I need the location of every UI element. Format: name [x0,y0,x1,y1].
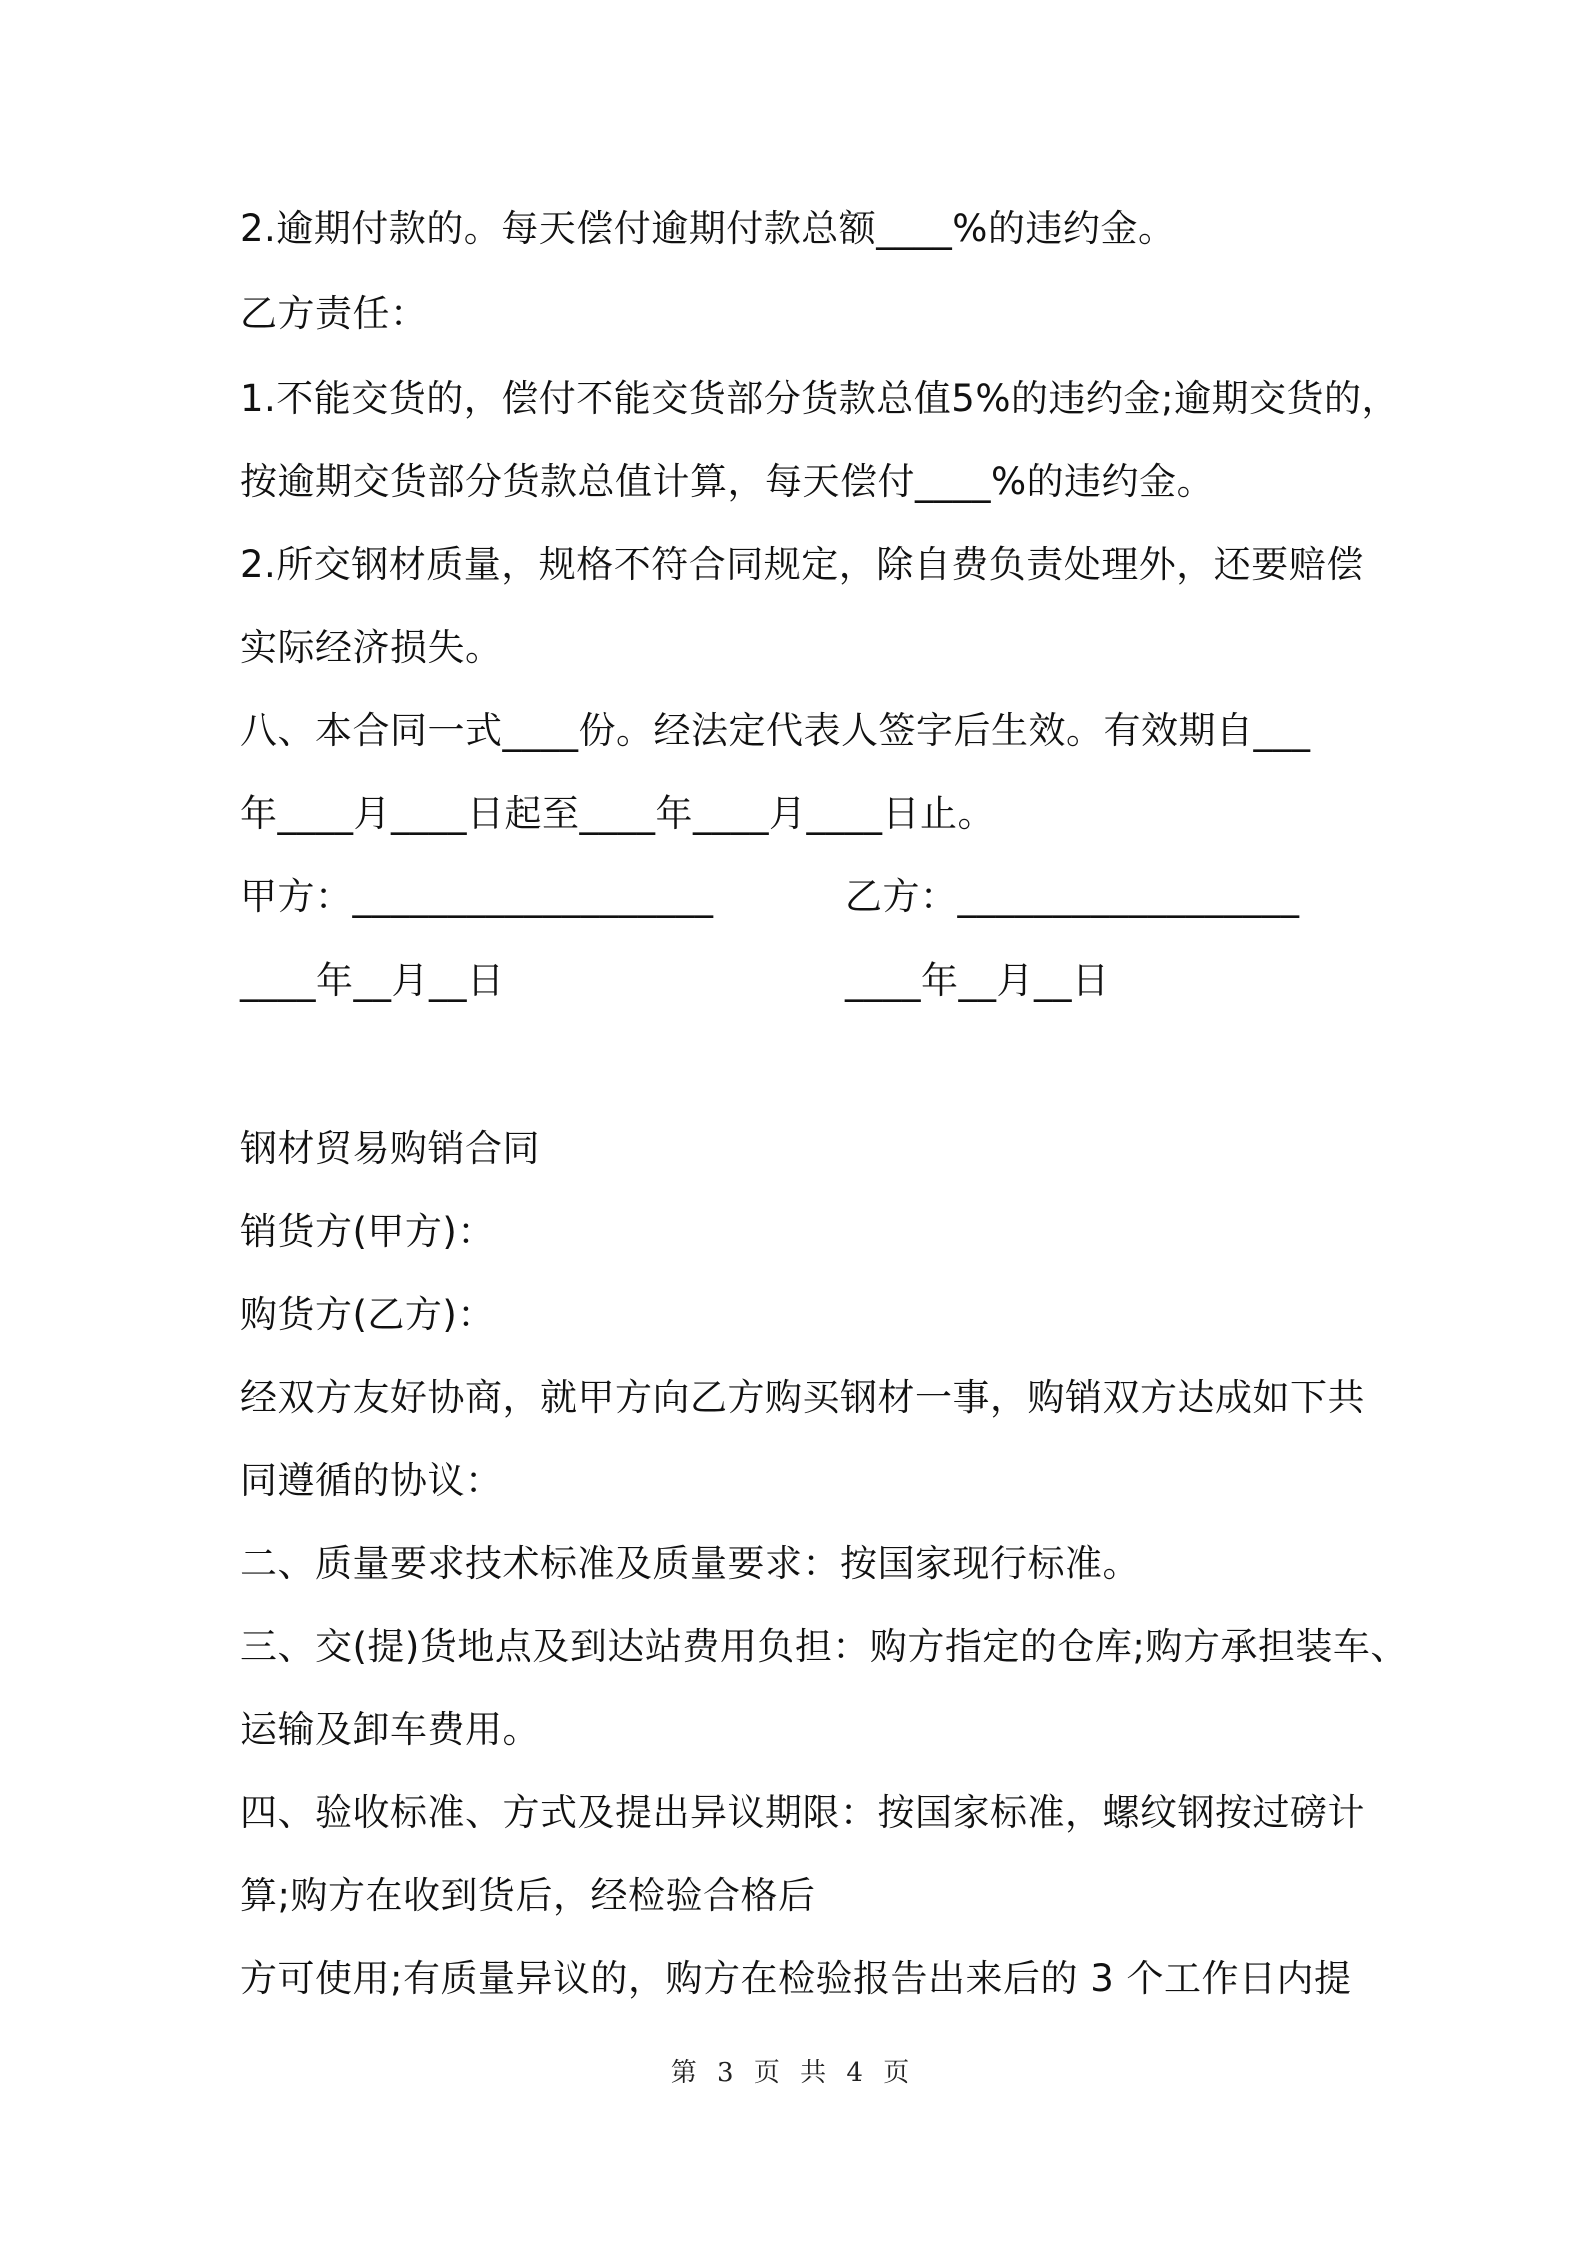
clause-line: 2.所交钢材质量，规格不符合同规定，除自费负责处理外，还要赔偿 [240,543,1364,586]
clause-line: 方可使用;有质量异议的，购方在检验报告出来后的 3 个工作日内提 [240,1957,1352,2000]
section-heading-party-b-duties: 乙方责任： [240,292,428,335]
clause-line: 算;购方在收到货后，经检验合格后 [240,1874,816,1917]
clause-line: 2.逾期付款的。每天偿付逾期付款总额____%的违约金。 [240,207,1176,250]
party-a-signature-field: 甲方：___________________ [240,875,714,918]
party-a-date-field: ____年__月__日 [240,959,505,1002]
party-b-date-field: ____年__月__日 [845,959,1110,1002]
clause-line: 1.不能交货的，偿付不能交货部分货款总值5%的违约金;逾期交货的， [240,377,1399,420]
clause-line: 八、本合同一式____份。经法定代表人签字后生效。有效期自___ [240,709,1311,752]
page-number-footer: 第 3 页 共 4 页 [670,2058,916,2088]
party-b-signature-field: 乙方：__________________ [845,875,1300,918]
clause-line: 经双方友好协商，就甲方向乙方购买钢材一事，购销双方达成如下共 [240,1376,1365,1419]
clause-line: 同遵循的协议： [240,1459,503,1502]
clause-line: 实际经济损失。 [240,626,503,669]
contract-title: 钢材贸易购销合同 [240,1127,540,1170]
clause-line: 运输及卸车费用。 [240,1708,540,1751]
seller-field: 销货方(甲方)： [240,1210,495,1253]
clause-line: 年____月____日起至____年____月____日止。 [240,792,995,835]
buyer-field: 购货方(乙方)： [240,1293,495,1336]
clause-line: 二、质量要求技术标准及质量要求：按国家现行标准。 [240,1542,1140,1585]
clause-line: 三、交(提)货地点及到达站费用负担：购方指定的仓库;购方承担装车、 [240,1625,1408,1668]
clause-line: 四、验收标准、方式及提出异议期限：按国家标准，螺纹钢按过磅计 [240,1791,1365,1834]
clause-line: 按逾期交货部分货款总值计算，每天偿付____%的违约金。 [240,460,1215,503]
